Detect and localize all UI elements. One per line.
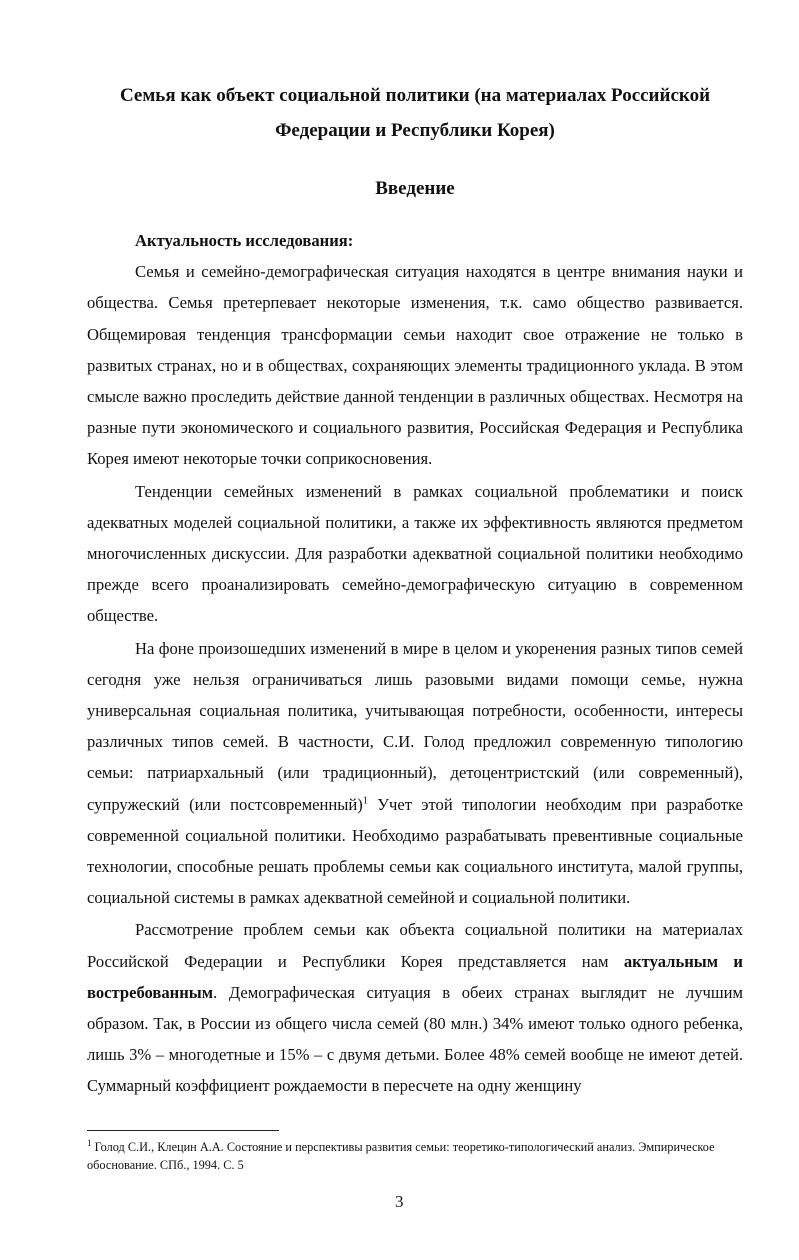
paragraph-4 xyxy=(87,914,743,1101)
paragraph-4-emphasis: актуальным и востребованным xyxy=(87,951,743,1002)
footnote-reference-1[interactable]: 1 xyxy=(362,795,368,807)
document-title-line-2: Федерации и Республики Корея) xyxy=(275,120,555,141)
footnote-mark: 1 xyxy=(87,1137,92,1148)
section-heading-introduction: Введение xyxy=(375,178,455,199)
paragraph-3-text-a: На фоне произошедших изменений в мире в целом и укоренения разных типов семей сегодня уже нельзя ограничиваться лишь разовыми видами помощи семье, нужна универсальная социальная политика, учитывающая потребности, особенности, интересы различных типов семей. В частности, С.И. Голод предложил современную типологию семьи: патриархальный (или традиционный), детоцентристский (или современный), супружеский (или постсовременный) xyxy=(87,638,743,814)
page-number: 3 xyxy=(395,1192,404,1211)
paragraph-3-text-b: Учет этой типологии необходим при разработке современной социальной политики. Необходимо разрабатывать превентивные социальные технологии, способные решать проблемы семьи как социального института, малой группы, социальной системы в рамках адекватной семейной и социальной политики. xyxy=(87,794,743,908)
paragraph-2: Тенденции семейных изменений в рамках социальной проблематики и поиск адекватных моделей социальной политики, а также их эффективность являются предметом многочисленных дискуссии. Для разработки адекватной социальной политики необходимо прежде всего проанализировать семейно-демографическую ситуацию в современном обществе. xyxy=(87,481,743,626)
paragraph-3 xyxy=(87,633,743,914)
footnote-divider xyxy=(87,1130,279,1131)
document-title-line-1: Семья как объект социальной политики (на материалах Российской xyxy=(119,85,711,106)
footnote-text: Голод С.И., Клецин А.А. Состояние и перспективы развития семьи: теоретико-типологический анализ. Эмпирическое обоснование. СПб., 1994. С. 5 xyxy=(87,1140,715,1172)
subheading-relevance: Актуальность исследования: xyxy=(135,231,354,250)
body-text xyxy=(87,225,743,1102)
paragraph-4-text-b: . Демографическая ситуация в обеих странах выглядит не лучшим образом. Так, в России из общего числа семей (80 млн.) 34% имеют только одного ребенка, лишь 3% – многодетные и 15% – с двумя детьми. Более 48% семей вообще не имеют детей. Суммарный коэффициент рождаемости в пересчете на одну женщину xyxy=(87,982,743,1096)
paragraph-4-text-a: Рассмотрение проблем семьи как объекта социальной политики на материалах Российской Федерации и Республики Корея представляется нам xyxy=(87,920,743,971)
footnote-1 xyxy=(87,1138,747,1174)
paragraph-1: Семья и семейно-демографическая ситуация находятся в центре внимания науки и общества. Семья претерпевает некоторые изменения, т.к. само общество развивается. Общемировая тенденция трансформации семьи находит свое отражение не только в развитых странах, но и в обществах, сохраняющих элементы традиционного уклада. В этом смысле важно проследить действие данной тенденции в различных обществах. Несмотря на разные пути экономического и социального развития, Российская Федерация и Республика Корея имеют некоторые точки соприкосновения. xyxy=(87,262,743,469)
